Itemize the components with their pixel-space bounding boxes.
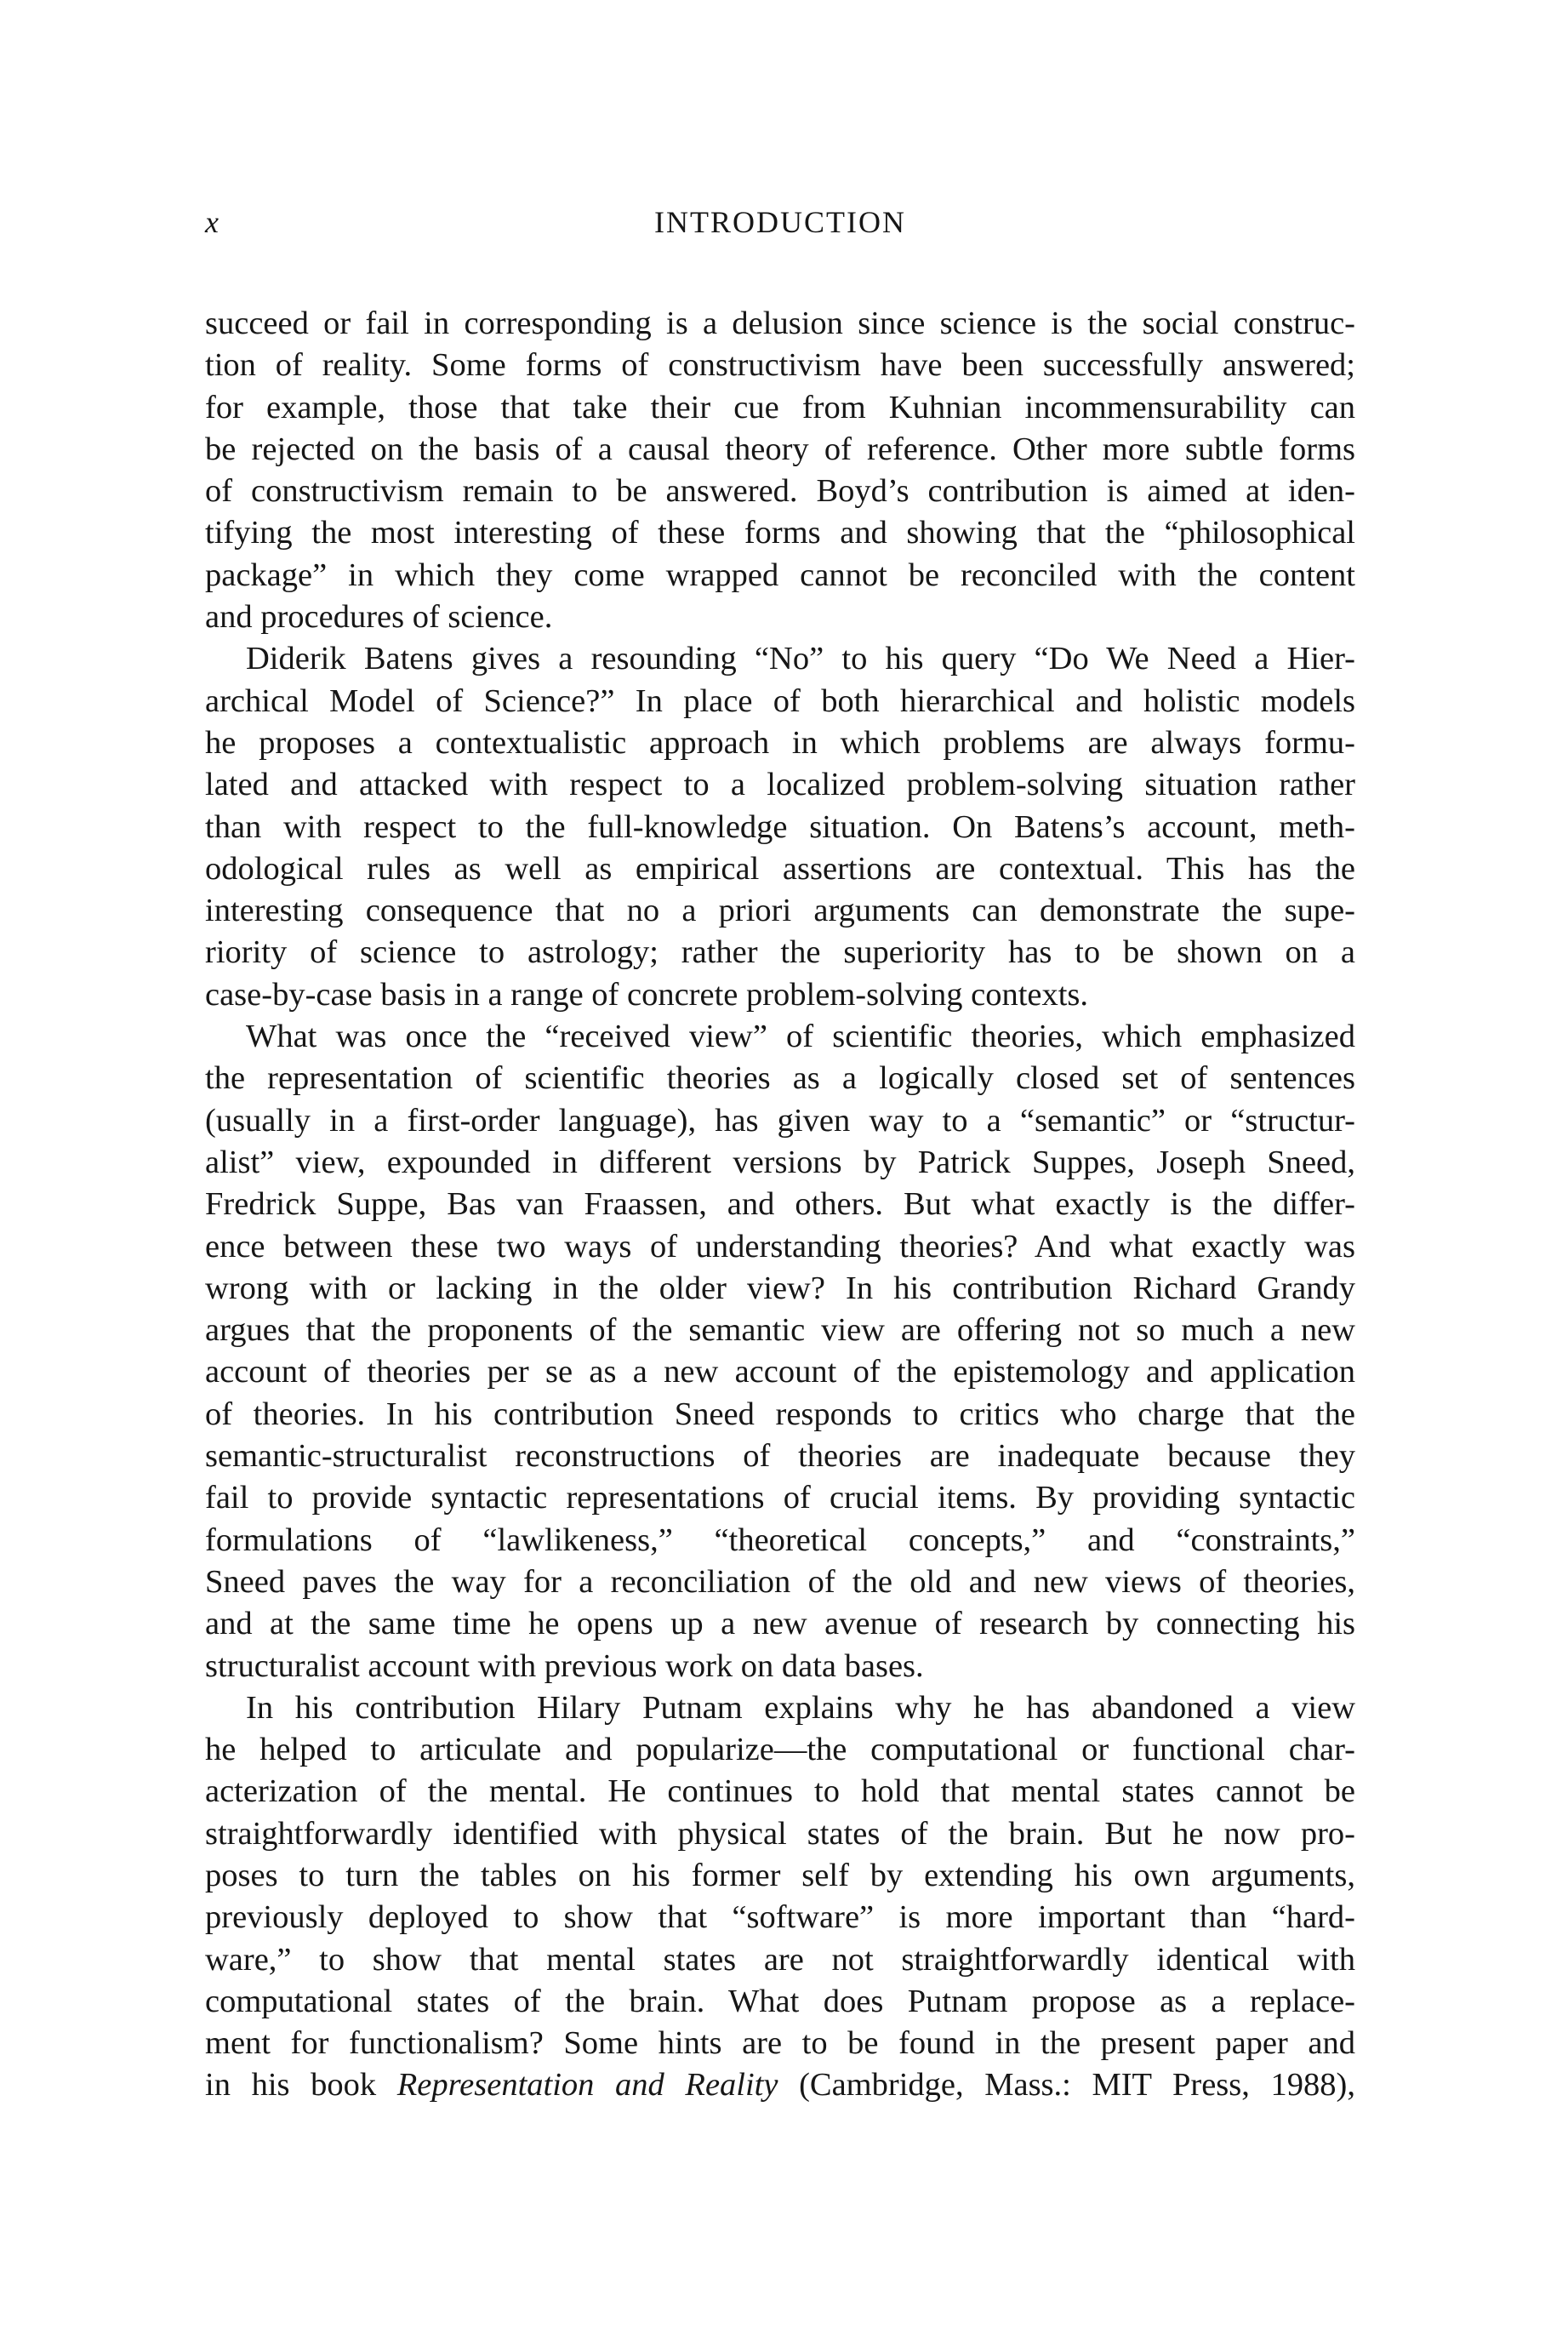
text-run: (Cambridge, Mass.: MIT Press, 1988), [778, 2067, 1355, 2104]
text-line: In his contribution Hilary Putnam explains why he has abandoned a view [246, 1689, 1355, 1726]
text-line: package” in which they come wrapped cannot be reconciled with the content [205, 557, 1355, 593]
text-line: fail to provide syntactic representations of crucial items. By providing syntactic [205, 1480, 1355, 1516]
text-line: previously deployed to show that “software” is more important than “hard- [205, 1899, 1355, 1936]
text-line: What was once the “received view” of scientific theories, which emphasized [246, 1019, 1355, 1055]
text-line: Sneed paves the way for a reconciliation of the old and new views of theories, [205, 1563, 1355, 1600]
text-line: of constructivism remain to be answered. Boyd’s contribution is aimed at iden- [205, 473, 1355, 510]
text-line: Diderik Batens gives a resounding “No” to his query “Do We Need a Hier- [246, 641, 1355, 677]
text-line: he helped to articulate and popularize—the computational or functional char- [205, 1732, 1355, 1768]
text-line: lated and attacked with respect to a localized problem-solving situation rather [205, 767, 1355, 803]
text-line: ware,” to show that mental states are not straightforwardly identical with [205, 1941, 1355, 1978]
text-line: of theories. In his contribution Sneed responds to critics who charge that the [205, 1396, 1355, 1432]
text-line: argues that the proponents of the semantic view are offering not so much a new [205, 1312, 1355, 1349]
text-line: he proposes a contextualistic approach in which problems are always formu- [205, 724, 1355, 761]
text-run: in his book [205, 2067, 397, 2104]
text-line: succeed or fail in corresponding is a delusion since science is the social construc- [205, 305, 1355, 341]
text-line: and at the same time he opens up a new avenue of research by connecting his [205, 1606, 1355, 1642]
text-line: odological rules as well as empirical assertions are contextual. This has the [205, 850, 1355, 887]
text-line: poses to turn the tables on his former self by extending his own arguments, [205, 1857, 1355, 1893]
paragraph-2 [205, 638, 1355, 1016]
text-line: be rejected on the basis of a causal theory of reference. Other more subtle forms [205, 431, 1355, 467]
text-line: case-by-case basis in a range of concrete problem-solving contexts. [205, 976, 1089, 1013]
text-line: semantic-structuralist reconstructions of theories are inadequate because they [205, 1438, 1355, 1475]
text-line: formulations of “lawlikeness,” “theoretical concepts,” and “constraints,” [205, 1521, 1355, 1558]
text-line: Fredrick Suppe, Bas van Fraassen, and others. But what exactly is the differ- [205, 1186, 1355, 1223]
text-line: than with respect to the full-knowledge situation. On Batens’s account, meth- [205, 808, 1355, 845]
text-line: ment for functionalism? Some hints are to be found in the present paper and [205, 2025, 1355, 2062]
page-header [205, 201, 1355, 243]
text-line: tion of reality. Some forms of constructivism have been successfully answered; [205, 347, 1355, 384]
text-line: for example, those that take their cue from Kuhnian incommensurability can [205, 389, 1355, 425]
text-line: ence between these two ways of understanding theories? And what exactly was [205, 1228, 1355, 1264]
running-head: INTRODUCTION [654, 205, 906, 239]
page-number: x [205, 205, 219, 239]
text-line [205, 2064, 1355, 2106]
text-line: archical Model of Science?” In place of both hierarchical and holistic models [205, 682, 1355, 719]
text-line: and procedures of science. [205, 599, 553, 636]
text-line: account of theories per se as a new account of the epistemology and application [205, 1354, 1355, 1390]
body-text [205, 303, 1355, 2107]
text-line: wrong with or lacking in the older view? In his contribution Richard Grandy [205, 1270, 1355, 1306]
text-line: alist” view, expounded in different versions by Patrick Suppes, Joseph Sneed, [205, 1144, 1355, 1180]
text-line: structuralist account with previous work on data bases. [205, 1647, 924, 1684]
text-line: tifying the most interesting of these forms and showing that the “philosophical [205, 515, 1355, 551]
text-line: (usually in a first-order language), has given way to a “semantic” or “structur- [205, 1102, 1355, 1139]
paragraph-4 [205, 1687, 1355, 2107]
text-line: straightforwardly identified with physical states of the brain. But he now pro- [205, 1815, 1355, 1852]
text-line: interesting consequence that no a priori arguments can demonstrate the supe- [205, 893, 1355, 929]
book-title: Representation and Reality [396, 2067, 778, 2104]
text-line: acterization of the mental. He continues to hold that mental states cannot be [205, 1773, 1355, 1810]
paragraph-3 [205, 1016, 1355, 1687]
paragraph-1 [205, 303, 1355, 638]
text-line: the representation of scientific theories as a logically closed set of sentences [205, 1060, 1355, 1097]
text-line: computational states of the brain. What does Putnam propose as a replace- [205, 1983, 1355, 2019]
text-line: riority of science to astrology; rather the superiority has to be shown on a [205, 934, 1355, 971]
